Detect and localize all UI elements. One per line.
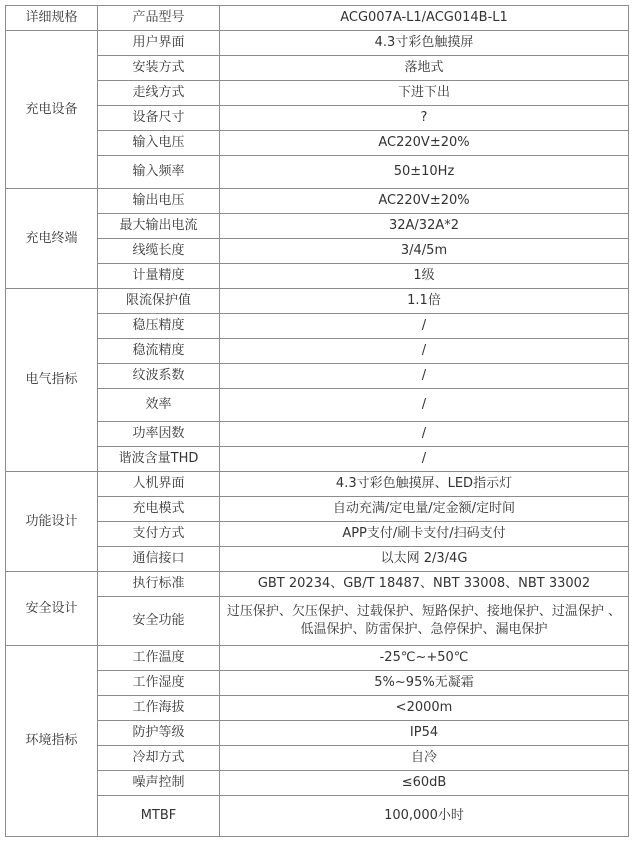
spec-name: 输入频率 (98, 156, 220, 189)
spec-value: 落地式 (220, 56, 629, 81)
spec-row (6, 189, 629, 214)
spec-row (6, 389, 629, 422)
section-category: 功能设计 (6, 472, 98, 572)
spec-value: 50±10Hz (220, 156, 629, 189)
spec-row (6, 422, 629, 447)
spec-name: 防护等级 (98, 721, 220, 746)
spec-name: 稳流精度 (98, 339, 220, 364)
spec-value: / (220, 314, 629, 339)
spec-row (6, 339, 629, 364)
spec-value: 1.1倍 (220, 289, 629, 314)
spec-value: AC220V±20% (220, 131, 629, 156)
spec-row (6, 796, 629, 837)
spec-row (6, 522, 629, 547)
spec-row (6, 131, 629, 156)
spec-name: 用户界面 (98, 31, 220, 56)
spec-table (5, 5, 629, 837)
spec-value: 3/4/5m (220, 239, 629, 264)
spec-row (6, 497, 629, 522)
spec-row (6, 289, 629, 314)
spec-value: 4.3寸彩色触摸屏、LED指示灯 (220, 472, 629, 497)
spec-name: 人机界面 (98, 472, 220, 497)
spec-value: / (220, 364, 629, 389)
spec-value: 32A/32A*2 (220, 214, 629, 239)
spec-row (6, 314, 629, 339)
spec-name: 线缆长度 (98, 239, 220, 264)
spec-name: 效率 (98, 389, 220, 422)
spec-name: 谐波含量THD (98, 447, 220, 472)
spec-name: 工作海拔 (98, 696, 220, 721)
spec-row (6, 746, 629, 771)
spec-name: 安装方式 (98, 56, 220, 81)
spec-name: 执行标准 (98, 572, 220, 597)
spec-value: 自动充满/定电量/定金额/定时间 (220, 497, 629, 522)
spec-value: -25℃~+50℃ (220, 646, 629, 671)
spec-row (6, 31, 629, 56)
spec-row (6, 156, 629, 189)
spec-value: / (220, 422, 629, 447)
spec-row (6, 56, 629, 81)
spec-name: 设备尺寸 (98, 106, 220, 131)
spec-name: 安全功能 (98, 597, 220, 646)
spec-name: 噪声控制 (98, 771, 220, 796)
spec-name: 充电模式 (98, 497, 220, 522)
spec-name: 计量精度 (98, 264, 220, 289)
spec-row (6, 597, 629, 646)
spec-name: 支付方式 (98, 522, 220, 547)
spec-row (6, 264, 629, 289)
spec-name: 工作湿度 (98, 671, 220, 696)
spec-name: 走线方式 (98, 81, 220, 106)
spec-row (6, 106, 629, 131)
spec-row (6, 696, 629, 721)
spec-row (6, 447, 629, 472)
spec-value: ≤60dB (220, 771, 629, 796)
spec-row (6, 472, 629, 497)
spec-value: GBT 20234、GB/T 18487、NBT 33008、NBT 33002 (220, 572, 629, 597)
spec-value: IP54 (220, 721, 629, 746)
section-category: 充电终端 (6, 189, 98, 289)
section-category: 环境指标 (6, 646, 98, 837)
spec-value: / (220, 447, 629, 472)
spec-value: <2000m (220, 696, 629, 721)
spec-name: 纹波系数 (98, 364, 220, 389)
spec-name: 限流保护值 (98, 289, 220, 314)
spec-row (6, 547, 629, 572)
spec-name: MTBF (98, 796, 220, 837)
header-row (6, 6, 629, 31)
spec-value: 1级 (220, 264, 629, 289)
section-category: 充电设备 (6, 31, 98, 189)
header-name: 产品型号 (98, 6, 220, 31)
spec-row (6, 671, 629, 696)
spec-row (6, 646, 629, 671)
spec-row (6, 364, 629, 389)
spec-row (6, 771, 629, 796)
spec-name: 最大输出电流 (98, 214, 220, 239)
spec-row (6, 81, 629, 106)
spec-row (6, 214, 629, 239)
spec-name: 输出电压 (98, 189, 220, 214)
section-category: 电气指标 (6, 289, 98, 472)
spec-value: 100,000小时 (220, 796, 629, 837)
spec-name: 稳压精度 (98, 314, 220, 339)
spec-row (6, 572, 629, 597)
spec-name: 输入电压 (98, 131, 220, 156)
spec-row (6, 239, 629, 264)
spec-name: 工作温度 (98, 646, 220, 671)
spec-value: 以太网 2/3/4G (220, 547, 629, 572)
header-category: 详细规格 (6, 6, 98, 31)
spec-name: 功率因数 (98, 422, 220, 447)
header-value: ACG007A-L1/ACG014B-L1 (220, 6, 629, 31)
spec-value: AC220V±20% (220, 189, 629, 214)
spec-value: / (220, 339, 629, 364)
spec-value: 4.3寸彩色触摸屏 (220, 31, 629, 56)
spec-name: 通信接口 (98, 547, 220, 572)
spec-value: 下进下出 (220, 81, 629, 106)
spec-value: APP支付/刷卡支付/扫码支付 (220, 522, 629, 547)
spec-row (6, 721, 629, 746)
section-category: 安全设计 (6, 572, 98, 646)
spec-value: 5%~95%无凝霜 (220, 671, 629, 696)
spec-value: 过压保护、欠压保护、过载保护、短路保护、接地保护、过温保护 、低温保护、防雷保护、急停保护、漏电保护 (220, 597, 629, 646)
spec-value: / (220, 389, 629, 422)
spec-value: ? (220, 106, 629, 131)
spec-name: 冷却方式 (98, 746, 220, 771)
spec-value: 自冷 (220, 746, 629, 771)
